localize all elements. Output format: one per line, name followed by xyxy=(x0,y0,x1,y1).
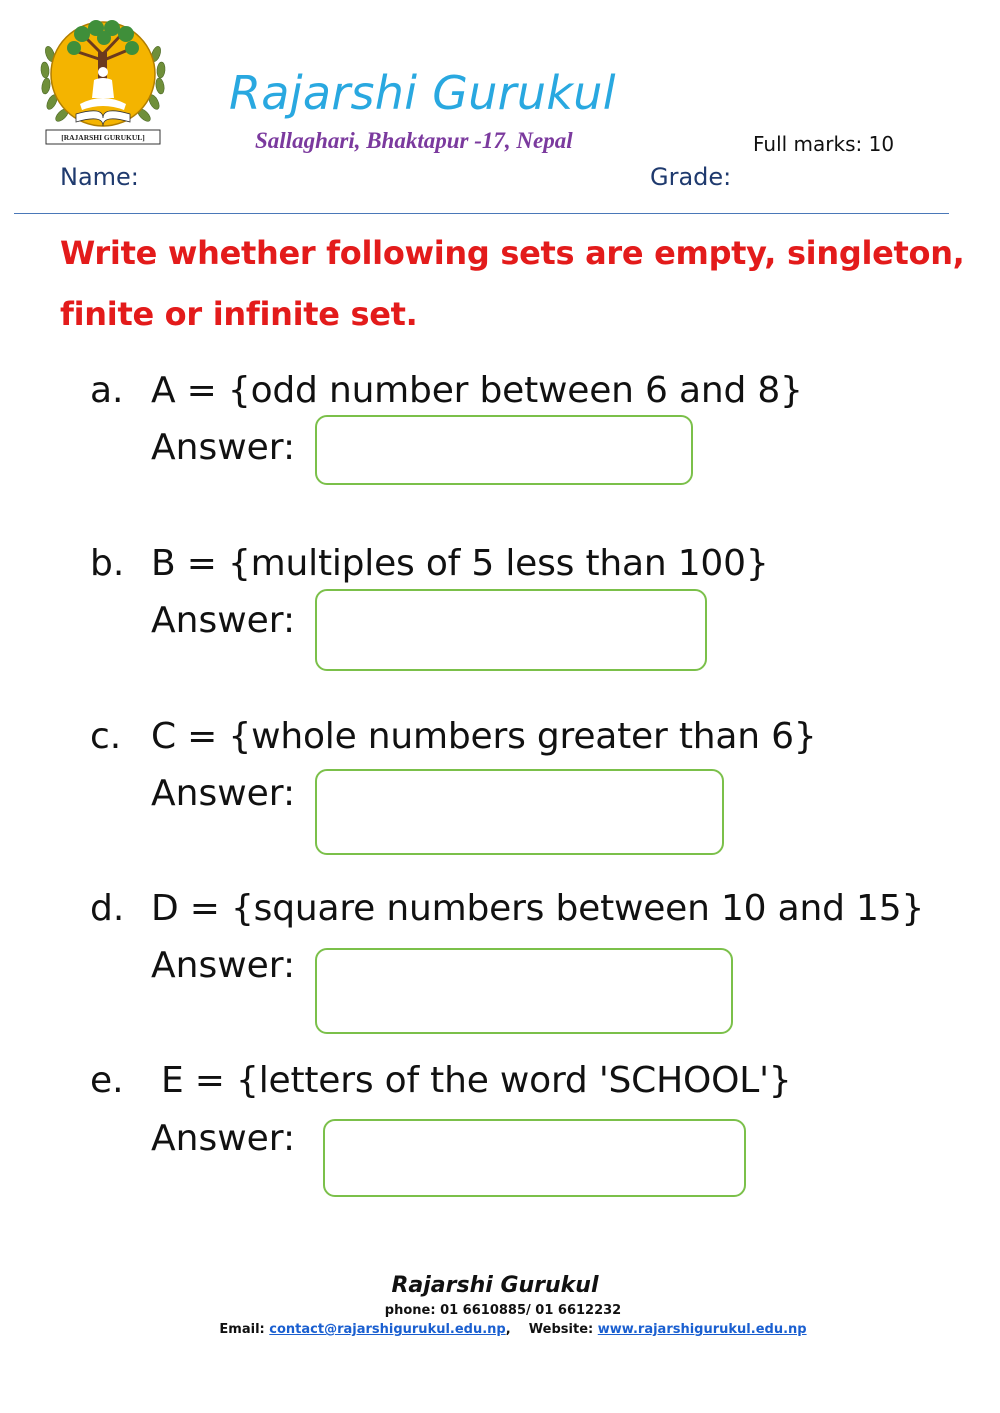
question-letter: e. xyxy=(90,1060,124,1101)
footer-school-name: Rajarshi Gurukul xyxy=(391,1273,599,1298)
answer-label: Answer: xyxy=(151,945,296,986)
footer-contacts: Email: contact@rajarshigurukul.edu.np, Website: www.rajarshigurukul.edu.np xyxy=(219,1322,807,1337)
question-text: D = {square numbers between 10 and 15} xyxy=(151,888,925,929)
answer-label: Answer: xyxy=(151,600,296,641)
answer-label: Answer: xyxy=(151,773,296,814)
question-text: C = {whole numbers greater than 6} xyxy=(151,716,817,757)
footer-phone: phone: 01 6610885/ 01 6612232 xyxy=(384,1303,622,1318)
answer-field-e[interactable] xyxy=(323,1119,746,1197)
answer-field-c[interactable] xyxy=(315,769,724,855)
question-letter: b. xyxy=(90,543,125,584)
school-name: Rajarshi Gurukul xyxy=(229,66,616,120)
header-divider xyxy=(14,213,949,214)
question-text: E = {letters of the word 'SCHOOL'} xyxy=(161,1060,792,1101)
answer-label: Answer: xyxy=(151,1118,296,1159)
instructions-line-1: Write whether following sets are empty, singleton, xyxy=(60,234,965,272)
footer-email-label: Email: xyxy=(219,1322,265,1337)
school-address: Sallaghari, Bhaktapur -17, Nepal xyxy=(255,128,573,153)
answer-field-d[interactable] xyxy=(315,948,733,1034)
answer-label: Answer: xyxy=(151,427,296,468)
question-text: B = {multiples of 5 less than 100} xyxy=(151,543,769,584)
question-letter: a. xyxy=(90,370,124,411)
footer-email-link[interactable]: contact@rajarshigurukul.edu.np xyxy=(269,1322,506,1337)
school-logo xyxy=(36,14,170,150)
footer-website-link[interactable]: www.rajarshigurukul.edu.np xyxy=(597,1322,807,1337)
answer-field-b[interactable] xyxy=(315,589,707,671)
question-letter: c. xyxy=(90,716,122,757)
logo-banner-text: [RAJARSHI GURUKUL] xyxy=(61,133,145,142)
name-label: Name: xyxy=(60,163,139,191)
answer-field-a[interactable] xyxy=(315,415,693,485)
question-text: A = {odd number between 6 and 8} xyxy=(151,370,803,411)
instructions-line-2: finite or infinite set. xyxy=(60,295,418,333)
grade-label: Grade: xyxy=(650,163,732,191)
footer-website-label: Website: xyxy=(528,1322,594,1337)
full-marks: Full marks: 10 xyxy=(753,132,895,156)
question-letter: d. xyxy=(90,888,125,929)
